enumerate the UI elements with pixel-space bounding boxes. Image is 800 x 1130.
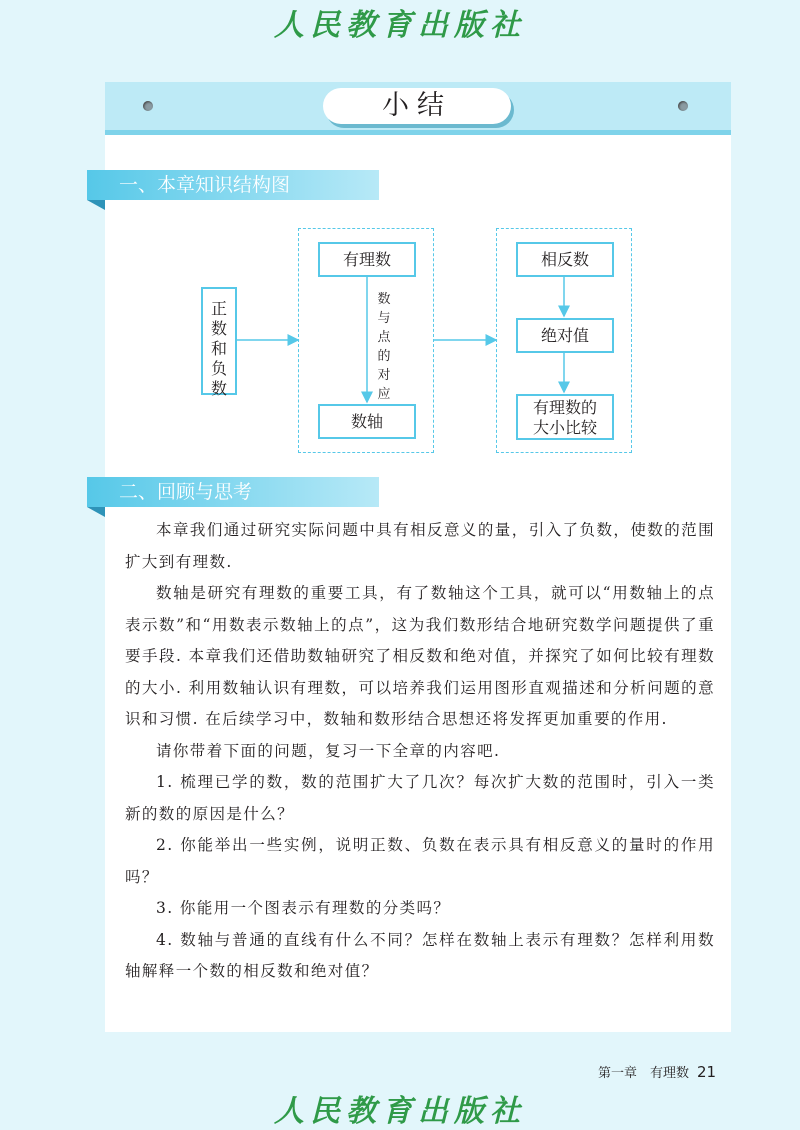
- question-item: 3. 你能用一个图表示有理数的分类吗？: [156, 899, 451, 917]
- node-rational-comparison-line2: 大小比较: [532, 418, 597, 437]
- node-rational-comparison-line1: 有理数的: [532, 398, 597, 417]
- section-heading-review: 二、回顾与思考: [87, 477, 379, 507]
- page-title: 小结: [323, 88, 511, 124]
- chapter-label: 第一章 有理数: [598, 1066, 690, 1081]
- node-rational-comparison: [516, 394, 614, 440]
- question-item: 2. 你能举出一些实例，说明正数、负数在表示具有相反意义的量时的作用吗？: [125, 836, 715, 886]
- label-number-point-correspondence: 数与点的对应: [377, 292, 391, 402]
- node-rational-number: 有理数: [318, 242, 416, 277]
- node-opposite-number: 相反数: [516, 242, 614, 277]
- paragraph: 请你带着下面的问题，复习一下全章的内容吧.: [156, 741, 501, 760]
- paragraph: 本章我们通过研究实际问题中具有相反意义的量，引入了负数，使数的范围扩大到有理数.: [125, 521, 715, 571]
- review-text: [125, 515, 715, 988]
- section-heading-structure: 一、本章知识结构图: [87, 170, 379, 200]
- summary-page: [105, 82, 731, 1032]
- node-number-axis: 数轴: [318, 404, 416, 439]
- question-item: 1. 梳理已学的数，数的范围扩大了几次？每次扩大数的范围时，引入一类新的数的原因是什么？: [125, 773, 715, 823]
- paragraph: 数轴是研究有理数的重要工具，有了数轴这个工具，就可以“用数轴上的点表示数”和“用数表示数轴上的点”，这为我们数形结合地研究数学问题提供了重要手段. 本章我们还借助数轴研究了相反数和绝对值，并探究了如何比较有理数的大小. 利用数轴认识有理数，可以培养我们运用图形直观描述和分析问题的意识和习惯. 在后续学习中，数轴和数形结合思想还将发挥更加重要的作用.: [125, 584, 715, 728]
- publisher-logo-bottom: 人民教育出版社: [274, 1095, 526, 1128]
- node-positive-negative: 正数和负数: [201, 287, 237, 395]
- page-number: 21: [697, 1063, 717, 1081]
- publisher-logo-top: 人民教育出版社: [274, 9, 526, 42]
- question-item: 4. 数轴与普通的直线有什么不同？怎样在数轴上表示有理数？怎样利用数轴解释一个数的相反数和绝对值？: [125, 930, 715, 980]
- page-footer: [598, 1062, 716, 1081]
- node-absolute-value: 绝对值: [516, 318, 614, 353]
